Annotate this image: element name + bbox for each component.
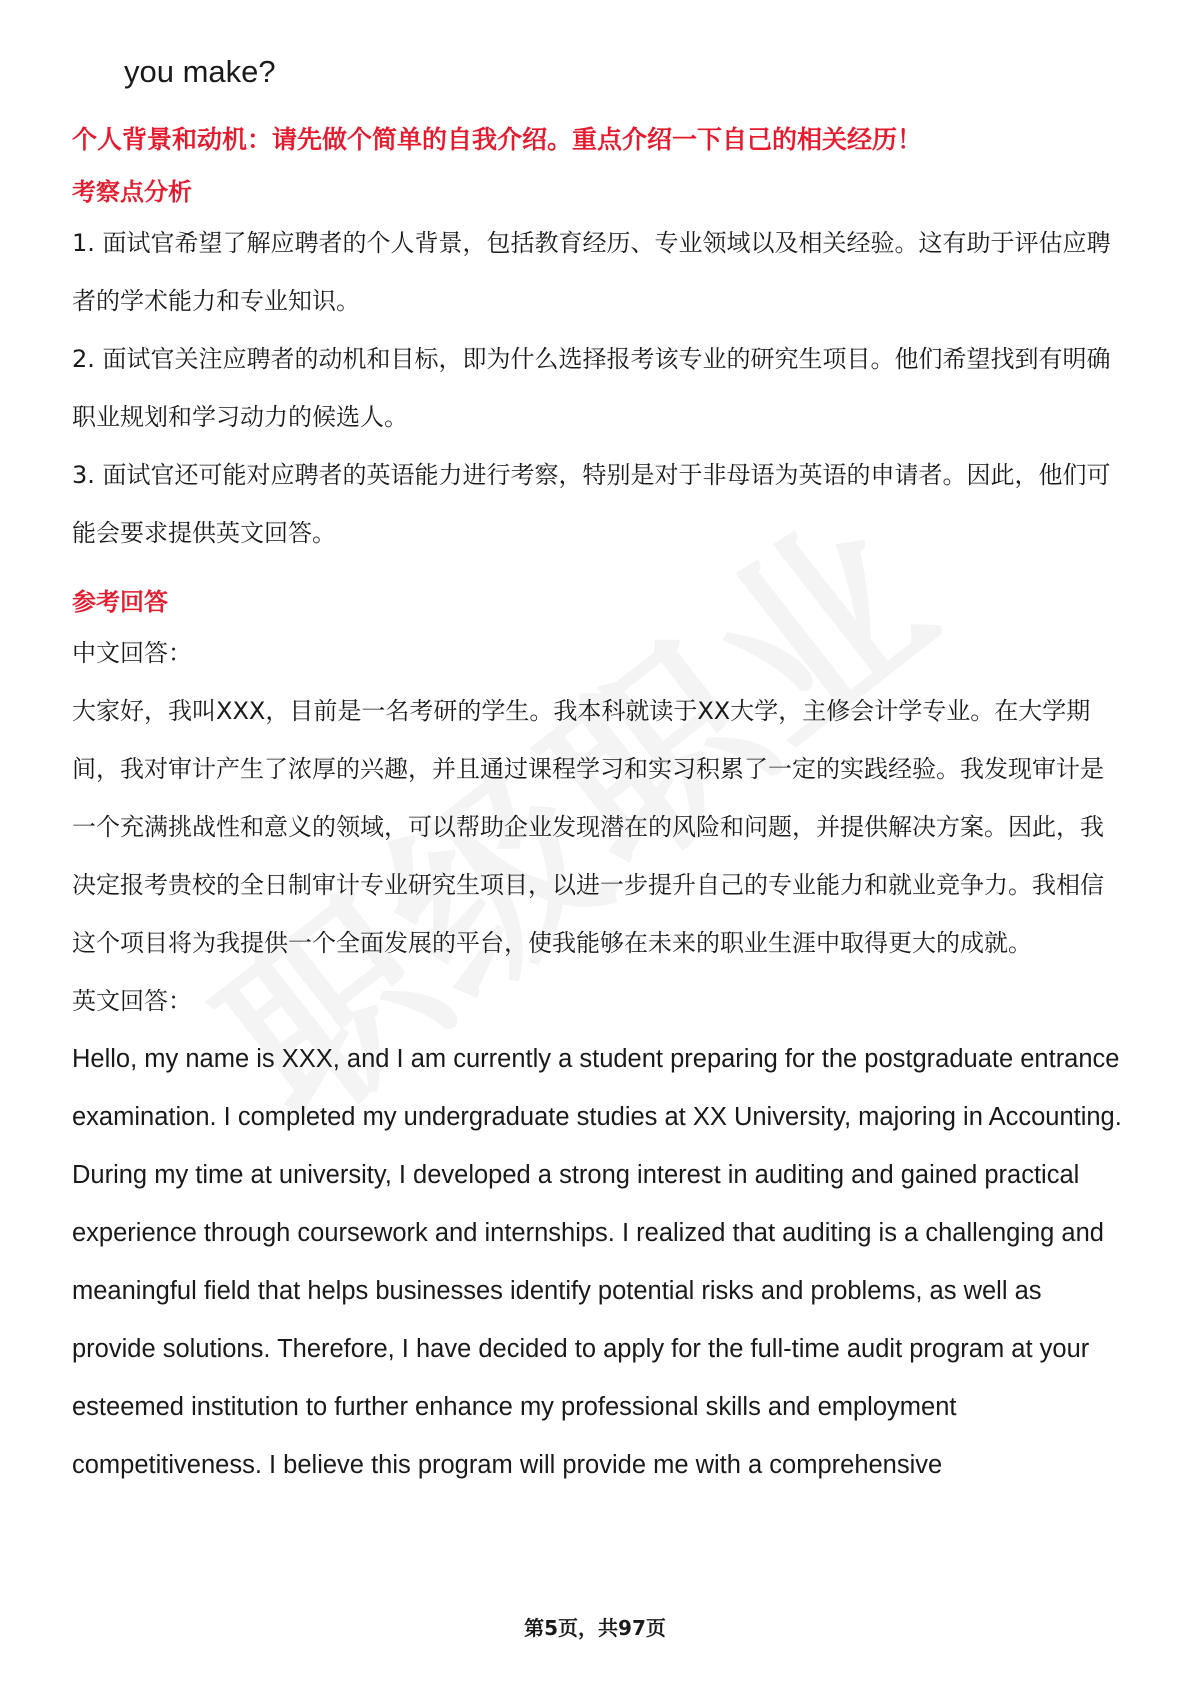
chinese-answer-text: 大家好，我叫XXX，目前是一名考研的学生。我本科就读于XX大学，主修会计学专业。在大学期间，我对审计产生了浓厚的兴趣，并且通过课程学习和实习积累了一定的实践经验。我发现审计是一个充满挑战性和意义的领域，可以帮助企业发现潜在的风险和问题，并提供解决方案。因此，我决定报考贵校的全日制审计专业研究生项目，以进一步提升自己的专业能力和就业竞争力。我相信这个项目将为我提供一个全面发展的平台，使我能够在未来的职业生涯中取得更大的成就。	[72, 697, 1104, 957]
english-answer-text: Hello, my name is XXX, and I am currently a student preparing for the postgraduate entrance examination. I completed my undergraduate studies at XX University, majoring in Accounting. During my time at university, I developed a strong interest in auditing and gained practical experience through coursework and internships. I realized that auditing is a challenging and meaningful field that helps businesses identify potential risks and problems, as well as provide solutions. Therefore, I have decided to apply for the full-time audit program at your esteemed institution to further enhance my professional skills and employment competitiveness. I believe this program will provide me with a comprehensive	[72, 1045, 1122, 1479]
page-number-footer: 第5页，共97页	[524, 1616, 666, 1640]
analysis-list	[72, 214, 1122, 562]
chinese-answer-label: 中文回答：	[72, 639, 192, 667]
page-content	[72, 40, 1122, 1494]
analysis-item-3: 3. 面试官还可能对应聘者的英语能力进行考察，特别是对于非母语为英语的申请者。因此，他们可能会要求提供英文回答。	[72, 461, 1111, 547]
analysis-item-2: 2. 面试官关注应聘者的动机和目标，即为什么选择报考该专业的研究生项目。他们希望找到有明确职业规划和学习动力的候选人。	[72, 345, 1111, 431]
english-answer-label: 英文回答：	[72, 987, 192, 1015]
analysis-heading: 考察点分析	[72, 178, 192, 206]
reference-heading: 参考回答	[72, 588, 168, 616]
question-title: 个人背景和动机：请先做个简单的自我介绍。重点介绍一下自己的相关经历！	[72, 125, 923, 154]
analysis-item-1: 1. 面试官希望了解应聘者的个人背景，包括教育经历、专业领域以及相关经验。这有助于评估应聘者的学术能力和专业知识。	[72, 229, 1111, 315]
continued-text: you make?	[124, 54, 276, 89]
